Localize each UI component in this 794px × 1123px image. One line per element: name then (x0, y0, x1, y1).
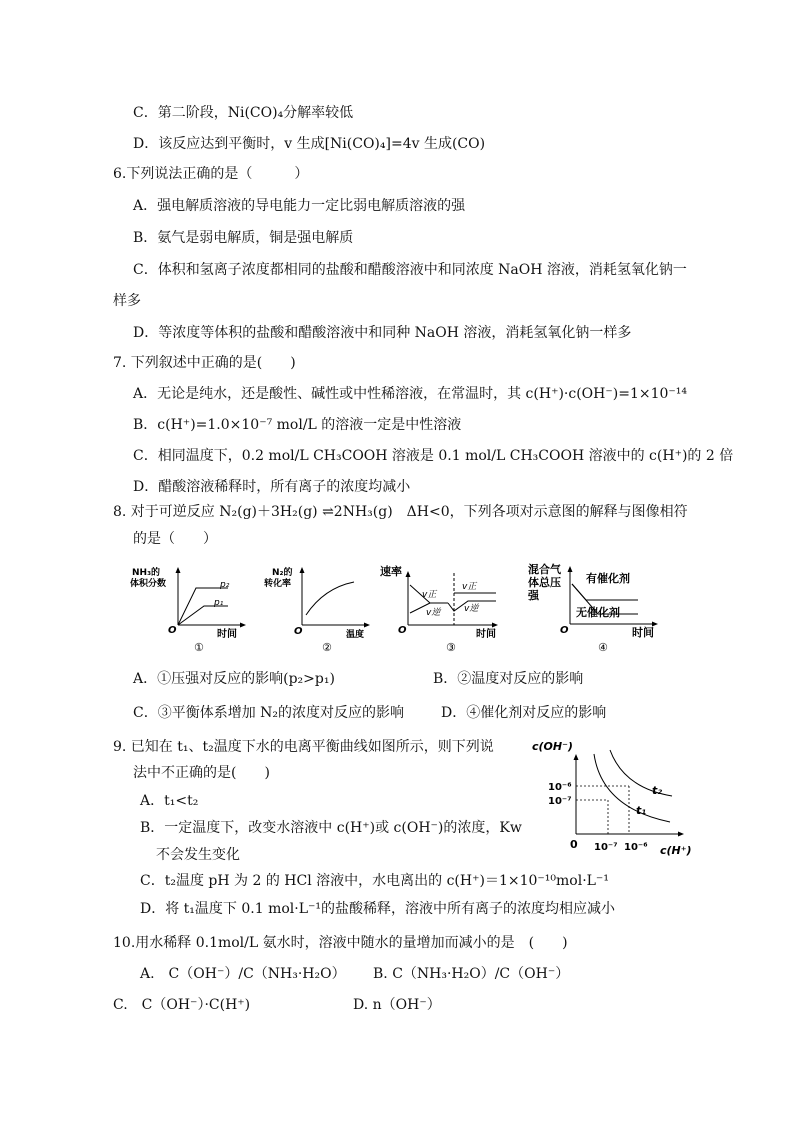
fig4-ylabel-3: 强 (528, 589, 539, 602)
fig4-number: ④ (598, 641, 608, 654)
q10-stem: 10.用水稀释 0.1mol/L 氨水时，溶液中随水的量增加而减小的是 ( ) (113, 935, 568, 951)
q5-option-d: D．该反应达到平衡时，v 生成[Ni(CO)₄]=4v 生成(CO) (133, 136, 486, 152)
fig3-xlabel: 时间 (476, 629, 496, 640)
q8-option-b: B．②温度对反应的影响 (433, 671, 584, 687)
q7-stem: 7. 下列叙述中正确的是( ) (113, 355, 296, 371)
fig3-ylabel: 速率 (380, 565, 402, 578)
q7-option-a: A．无论是纯水，还是酸性、碱性或中性稀溶液，在常温时，其 c(H⁺)·c(OH⁻)=1×10⁻¹⁴ (133, 386, 688, 402)
q7-option-c: C．相同温度下，0.2 mol/L CH₃COOH 溶液是 0.1 mol/L CH₃COOH 溶液中的 c(H⁺)的 2 倍 (133, 448, 734, 464)
q8-option-c: C．③平衡体系增加 N₂的浓度对反应的影响 (133, 705, 405, 721)
q6-option-b: B．氨气是弱电解质，铜是强电解质 (133, 230, 354, 246)
q7-option-d: D．醋酸溶液稀释时，所有离子的浓度均减小 (133, 479, 411, 495)
q10-option-c: C. C（OH⁻）·C(H⁺) (113, 997, 251, 1013)
fig4-no-catalyst-label: 无催化剂 (576, 606, 620, 619)
fig3-v-forward-1: v正 (422, 590, 437, 600)
fig2-xlabel: 温度 (346, 630, 365, 640)
q8-figure-3 (378, 563, 506, 655)
fig1-p1-label: p₁ (214, 598, 224, 608)
q9-fig-x-tick-1: 10⁻⁷ (594, 842, 618, 853)
fig1-ylabel-2: 体积分数 (130, 579, 167, 589)
fig1-xlabel: 时间 (217, 629, 237, 640)
q9-option-b-cont: 不会发生变化 (156, 847, 240, 863)
q9-fig-y-tick-1: 10⁻⁶ (548, 782, 572, 793)
q6-option-a: A．强电解质溶液的导电能力一定比弱电解质溶液的强 (133, 198, 466, 214)
fig4-ylabel-1: 混合气 (528, 563, 561, 576)
q8-figure-1 (128, 563, 258, 655)
fig2-origin: O (294, 626, 303, 637)
fig3-v-reverse-1: v逆 (426, 608, 441, 618)
fig3-v-reverse-2: v逆 (464, 604, 479, 614)
fig4-xlabel: 时间 (632, 626, 654, 639)
fig3-number: ③ (446, 641, 456, 654)
q8-stem-cont: 的是（ ） (133, 531, 217, 547)
q6-option-c: C．体积和氢离子浓度都相同的盐酸和醋酸溶液中和同浓度 NaOH 溶液，消耗氢氧化钠一 (133, 262, 687, 278)
q8-option-d: D．④催化剂对反应的影响 (441, 705, 607, 721)
q9-stem-cont: 法中不正确的是( ) (133, 765, 270, 781)
fig1-p2-label: p₂ (220, 580, 230, 590)
q6-option-c-cont: 样多 (113, 293, 141, 309)
q9-option-a: A．t₁<t₂ (140, 793, 199, 809)
q7-option-b: B．c(H⁺)=1.0×10⁻⁷ mol/L 的溶液一定是中性溶液 (133, 417, 462, 433)
fig1-origin: O (168, 625, 177, 636)
q9-fig-y-tick-2: 10⁻⁷ (548, 796, 572, 807)
fig1-number: ① (194, 641, 204, 654)
q10-option-a: A. C（OH⁻）/C（NH₃·H₂O） (140, 966, 346, 982)
fig3-v-forward-2: v正 (462, 582, 477, 592)
q5-option-c: C．第二阶段，Ni(CO)₄分解率较低 (133, 105, 354, 121)
q10-option-b: B. C（NH₃·H₂O）/C（OH⁻） (373, 966, 570, 982)
q8-figure-4 (526, 560, 666, 655)
fig2-ylabel-2: 转化率 (264, 579, 292, 589)
q8-stem: 8. 对于可逆反应 N₂(g)＋3H₂(g) ⇌2NH₃(g) ΔH<0，下列各项对示意图的解释与图像相符 (113, 504, 688, 520)
q8-option-a: A．①压强对反应的影响(p₂>p₁) (133, 671, 335, 687)
q9-fig-xlabel: c(H⁺) (660, 844, 692, 857)
q9-fig-ylabel: c(OH⁻) (532, 740, 573, 753)
q9-stem: 9. 已知在 t₁、t₂温度下水的电离平衡曲线如图所示，则下列说 (113, 739, 494, 755)
fig3-origin: O (398, 625, 407, 636)
fig4-origin: O (560, 625, 569, 636)
q9-fig-t2-label: t₂ (652, 784, 663, 797)
q9-option-c: C．t₂温度 pH 为 2 的 HCl 溶液中，水电离出的 c(H⁺)＝1×10⁻¹⁰mol·L⁻¹ (140, 873, 609, 889)
q9-option-d: D．将 t₁温度下 0.1 mol·L⁻¹的盐酸稀释，溶液中所有离子的浓度均相应减小 (140, 901, 616, 917)
fig2-number: ② (322, 641, 332, 654)
fig1-ylabel-1: NH₃的 (132, 568, 161, 578)
q9-fig-origin: 0 (570, 838, 578, 851)
fig4-catalyst-label: 有催化剂 (586, 572, 630, 585)
q10-option-d: D. n（OH⁻） (353, 997, 441, 1013)
q9-figure (532, 736, 702, 860)
q6-option-d: D．等浓度等体积的盐酸和醋酸溶液中和同种 NaOH 溶液，消耗氢氧化钠一样多 (133, 325, 632, 341)
q6-stem: 6.下列说法正确的是（ ） (113, 166, 309, 182)
q8-figure-2 (262, 563, 380, 655)
q9-fig-x-tick-2: 10⁻⁶ (624, 842, 648, 853)
fig4-ylabel-2: 体总压 (528, 576, 561, 589)
q9-fig-t1-label: t₁ (636, 804, 647, 817)
fig2-ylabel-1: N₂的 (272, 568, 293, 578)
q9-option-b: B．一定温度下，改变水溶液中 c(H⁺)或 c(OH⁻)的浓度，Kw (140, 820, 522, 836)
